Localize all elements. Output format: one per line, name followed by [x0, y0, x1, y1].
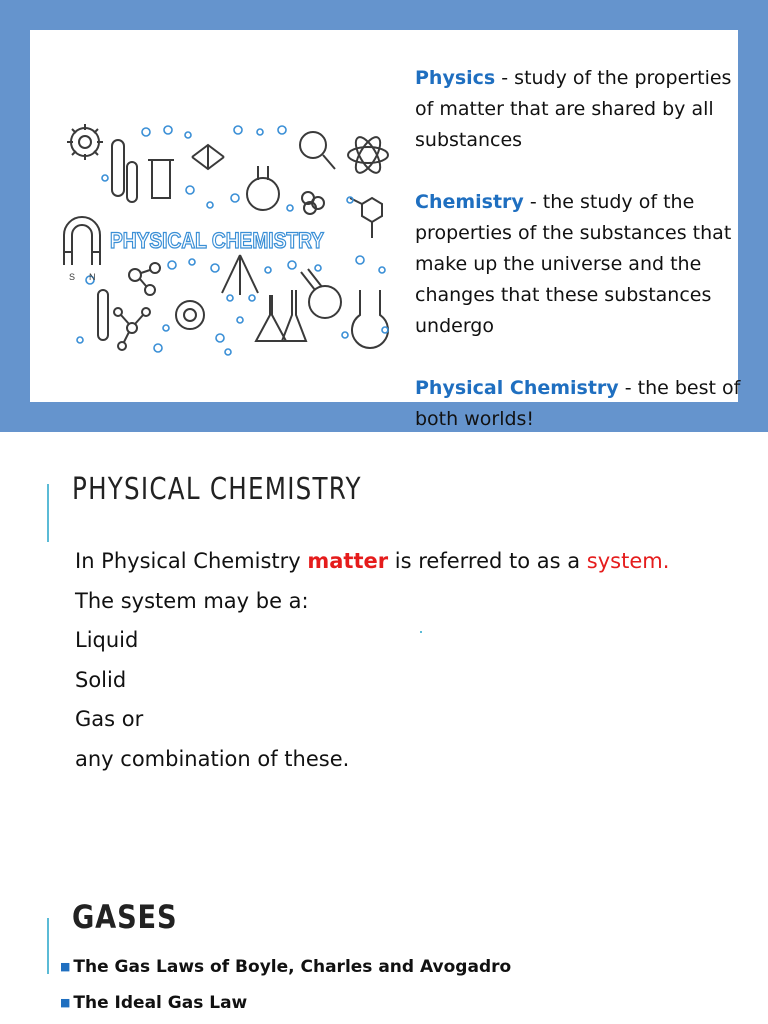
bullet-list	[60, 949, 511, 1021]
beaker-icon	[148, 160, 174, 198]
magnet-icon	[64, 217, 100, 265]
molecule-branch-icon	[114, 308, 150, 350]
decorative-dot	[420, 631, 422, 633]
square-bullet-icon: ■	[60, 960, 71, 973]
illustration-banner-text: PHYSICAL CHEMISTRY	[110, 228, 325, 253]
physical-chemistry-illustration	[60, 90, 390, 370]
definition-text: - the study of the properties of the substances that make up the universe and the changes that these substances undergo	[415, 191, 732, 337]
slide-title: GASES	[72, 898, 178, 936]
slide-1	[0, 0, 768, 432]
system-highlight: system.	[586, 549, 670, 573]
matter-highlight: matter	[307, 549, 389, 573]
test-tube-icon	[112, 140, 137, 202]
definition-paragraph	[415, 373, 755, 435]
slide-3	[0, 872, 768, 1024]
title-accent-bar	[47, 918, 49, 974]
body-line: The system may be a:	[75, 588, 309, 613]
body-line: Liquid	[75, 628, 139, 653]
title-accent-bar	[47, 484, 49, 542]
definition-term: Physics	[415, 67, 496, 89]
system-intro-line	[75, 542, 669, 582]
intro-text-2: is referred to as a	[388, 549, 587, 573]
slide-1-card	[30, 30, 741, 430]
magnet-s-label: S	[69, 272, 76, 282]
list-item	[60, 949, 511, 985]
magnifier-icon	[300, 132, 335, 169]
bullet-text: The Ideal Gas Law	[73, 993, 248, 1013]
test-tube-icon	[98, 290, 108, 340]
body-line: Solid	[75, 667, 127, 692]
pendulum-icon	[222, 255, 258, 295]
magnet-n-label: N	[89, 272, 96, 282]
flask-icon	[352, 290, 388, 348]
square-bullet-icon: ■	[60, 996, 71, 1009]
list-item	[60, 985, 511, 1021]
slide-body	[75, 542, 669, 780]
flask-icon	[247, 166, 279, 210]
slide-2	[0, 432, 768, 872]
definition-text: - the best of both worlds!	[415, 377, 741, 430]
molecule-icon	[192, 145, 224, 169]
body-line: Gas or	[75, 707, 144, 732]
hexagon-molecule-icon	[350, 198, 382, 238]
gear-icon	[67, 124, 103, 160]
flask-icon	[301, 269, 341, 318]
body-line: any combination of these.	[75, 746, 350, 771]
definition-paragraph	[415, 63, 755, 156]
atom-icon	[348, 134, 388, 177]
atom-icon	[176, 301, 204, 329]
definition-term: Physical Chemistry	[415, 377, 619, 399]
cluster-icon	[302, 192, 324, 214]
bullet-text: The Gas Laws of Boyle, Charles and Avogadro	[73, 957, 512, 977]
definition-paragraph	[415, 187, 755, 342]
slide-title: PHYSICAL CHEMISTRY	[72, 472, 362, 507]
flask-icon	[256, 290, 306, 341]
molecule-chain-icon	[129, 263, 160, 295]
definition-text: - study of the properties of matter that are shared by all substances	[415, 67, 732, 151]
definition-term: Chemistry	[415, 191, 524, 213]
definitions	[415, 63, 755, 435]
intro-text: In Physical Chemistry	[75, 549, 308, 573]
